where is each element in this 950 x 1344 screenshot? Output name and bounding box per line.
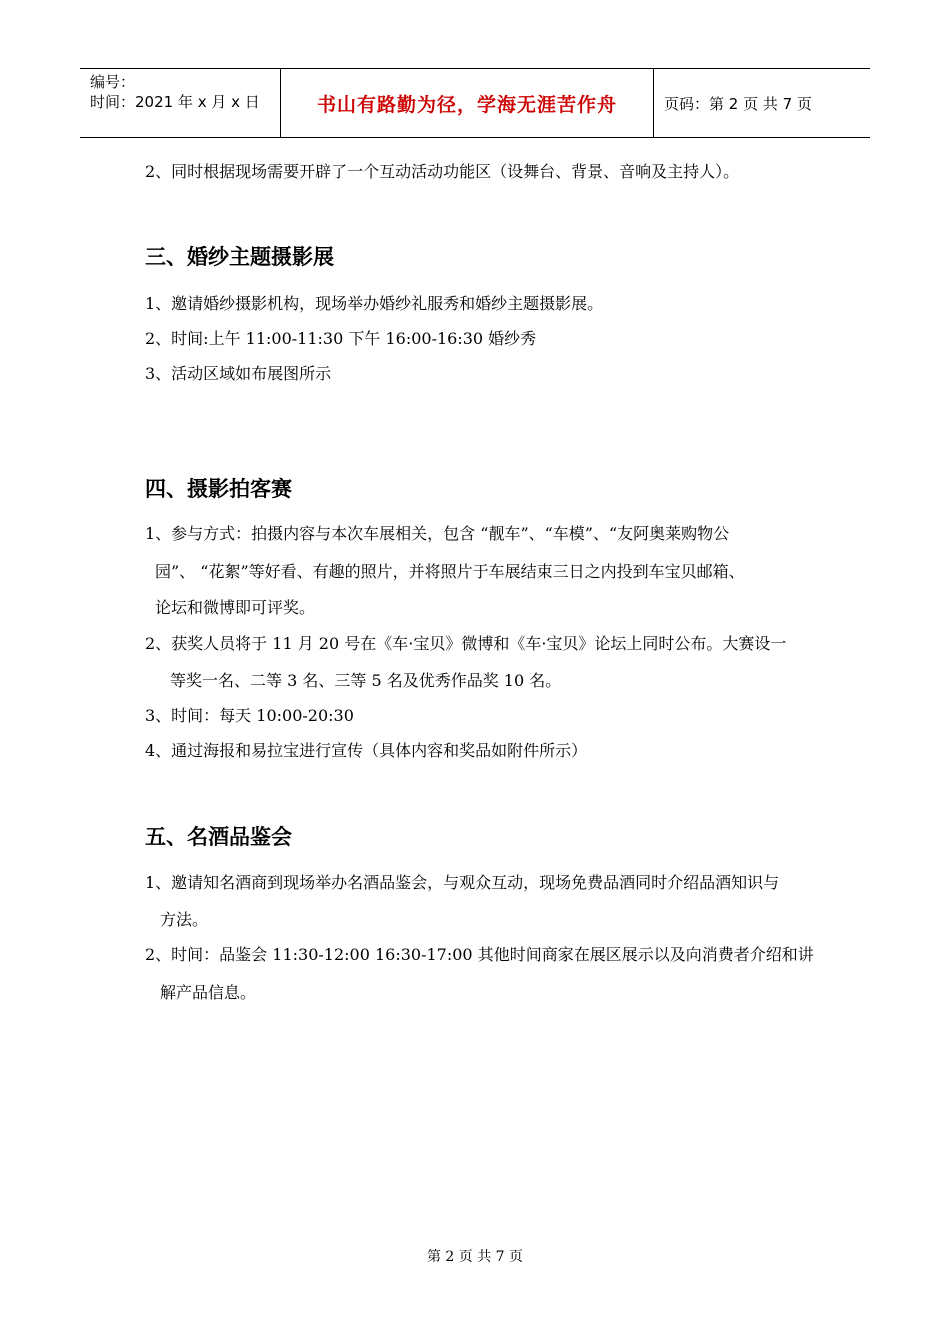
paragraph-line: 1、邀请知名酒商到现场举办名酒品鉴会，与观众互动，现场免费品酒同时介绍品酒知识与	[145, 873, 780, 892]
paragraph-line: 2、时间:上午 11:00-11:30 下午 16:00-16:30 婚纱秀	[145, 329, 537, 348]
paragraph-line: 2、时间：品鉴会 11:30-12:00 16:30-17:00 其他时间商家在展区展示以及向消费者介绍和讲	[145, 945, 814, 964]
header-right-cell	[654, 69, 870, 137]
paragraph-line: 3、活动区域如布展图所示	[145, 364, 332, 383]
section-heading: 四、摄影拍客赛	[145, 477, 292, 501]
document-date: 时间：2021 年 x 月 x 日	[90, 93, 260, 111]
paragraph-line: 方法。	[160, 910, 209, 929]
header-page-info: 页码：第 2 页 共 7 页	[664, 94, 812, 113]
paragraph-line: 3、时间：每天 10:00-20:30	[145, 706, 354, 725]
paragraph-line: 园”、 “花絮”等好看、有趣的照片，并将照片于车展结束三日之内投到车宝贝邮箱、	[155, 562, 745, 581]
header-mid-cell	[281, 69, 654, 137]
paragraph-line: 论坛和微博即可评奖。	[155, 598, 316, 617]
paragraph-line: 2、获奖人员将于 11 月 20 号在《车·宝贝》微博和《车·宝贝》论坛上同时公布。大赛设一	[145, 634, 787, 653]
header-table	[80, 68, 870, 138]
header-left-cell	[80, 69, 281, 137]
document-number: 编号：	[90, 73, 136, 91]
paragraph-line: 1、参与方式：拍摄内容与本次车展相关，包含 “靓车”、“车模”、“友阿奥莱购物公	[145, 524, 730, 543]
paragraph-line: 2、同时根据现场需要开辟了一个互动活动功能区（设舞台、背景、音响及主持人）。	[145, 162, 740, 181]
paragraph-line: 1、邀请婚纱摄影机构，现场举办婚纱礼服秀和婚纱主题摄影展。	[145, 294, 604, 313]
paragraph-line: 4、通过海报和易拉宝进行宣传（具体内容和奖品如附件所示）	[145, 741, 588, 760]
header-motto: 书山有路勤为径，学海无涯苦作舟	[316, 93, 617, 116]
page-footer: 第 2 页 共 7 页	[426, 1249, 524, 1265]
paragraph-line: 等奖一名、二等 3 名、三等 5 名及优秀作品奖 10 名。	[170, 671, 562, 690]
section-heading: 三、婚纱主题摄影展	[145, 245, 334, 269]
paragraph-line: 解产品信息。	[160, 983, 257, 1002]
section-heading: 五、名酒品鉴会	[145, 825, 292, 849]
